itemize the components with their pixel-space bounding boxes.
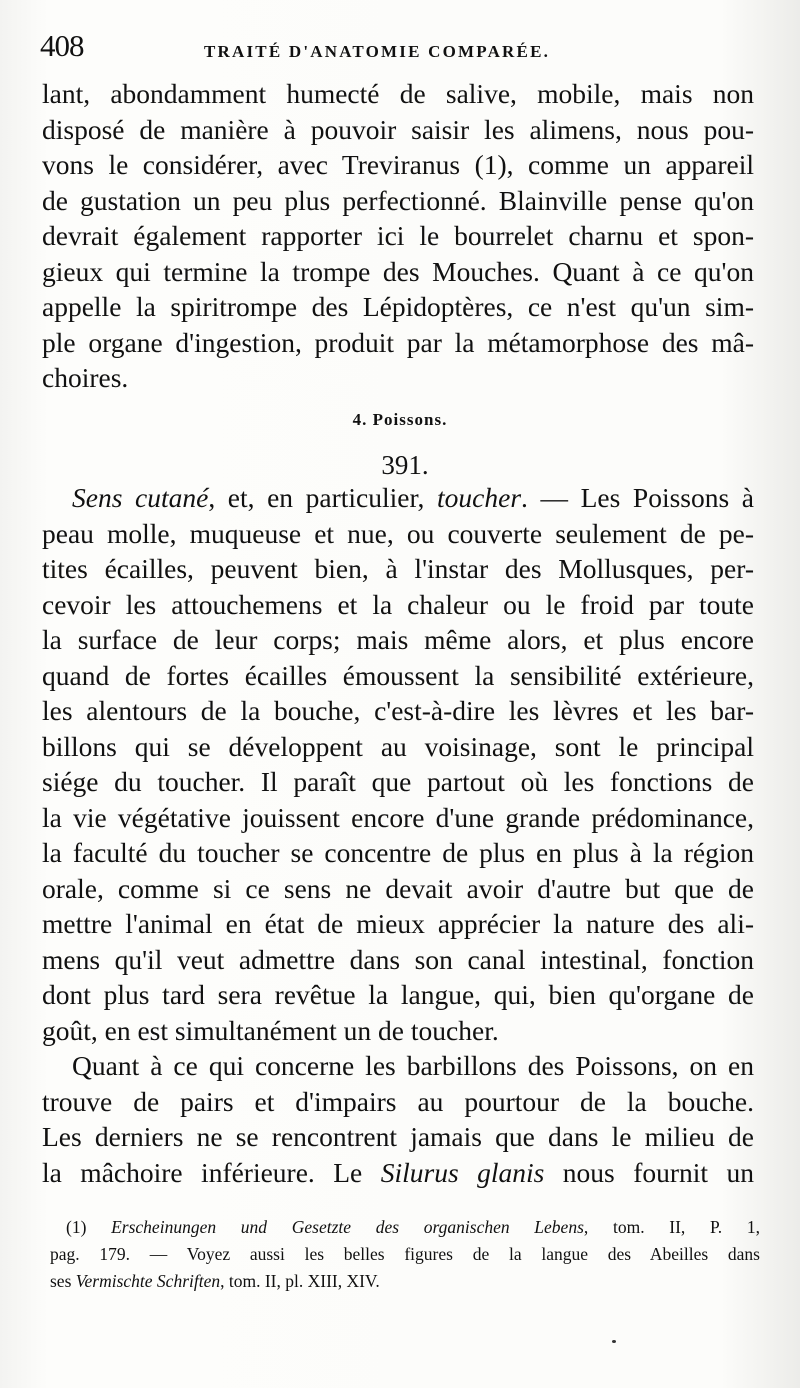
text-line: lant, abondamment humecté de salive, mobile, mais non [42,78,754,109]
text-line: la surface de leur corps; mais même alors, et plus encore [42,624,754,655]
text-line: la vie végétative jouissent encore d'une grande prédominance, [42,801,754,833]
footnote-marker: (1) [66,1217,112,1237]
italic-title: Erscheinungen und Gesetzte des organischen Lebens [111,1217,584,1237]
text-line: choires. [42,362,129,393]
text-line: dont plus tard sera revêtue la langue, qui, bien qu'organe de [42,979,754,1010]
text-segment: la mâchoire inférieure. Le [42,1156,381,1188]
text-line: peau molle, muqueuse et nue, ou couverte seulement de pe- [42,517,754,549]
italic-term: Silurus glanis [380,1156,545,1188]
section-heading-text: 4. Poissons. [352,410,448,429]
paragraph-1 [42,76,754,396]
text-line-first [42,480,754,516]
text-line: appelle la spiritrompe des Lépidoptères, ce n'est qu'un sim- [42,291,754,322]
ink-speck [612,1340,616,1343]
text-line: ple organe d'ingestion, produit par la métamorphose des mâ- [42,326,754,358]
text-line: de gustation un peu plus perfectionné. Blainville pense qu'on [42,184,754,216]
text-line: Quant à ce qui concerne les barbillons des Poissons, on en [72,1050,754,1081]
footnote-line [50,1214,760,1241]
text-line: devrait également rapporter ici le bourrelet charnu et spon- [42,220,754,251]
text-line: tites écailles, peuvent bien, à l'instar des Mollusques, per- [42,553,754,584]
text-line: disposé de manière à pouvoir saisir les alimens, nous pou- [42,113,754,145]
section-heading [0,410,800,430]
paragraph-number: 391. [381,450,429,480]
text-line: les alentours de la bouche, c'est-à-dire les lèvres et les bar- [42,695,754,726]
italic-term: Sens cutané [72,482,209,513]
text-line: orale, comme si ce sens ne devait avoir d'autre but que de [42,872,754,904]
paragraph-3 [42,1048,754,1190]
text-line: mettre l'animal en état de mieux apprécier la nature des ali- [42,908,754,939]
text-line: mens qu'il veut admettre dans son canal intestinal, fonction [42,943,754,975]
text-segment: , tom. II, pl. XIII, XIV. [220,1271,380,1291]
text-segment: . — Les Poissons à [521,482,754,513]
page-number: 408 [40,28,84,63]
footnote-line: pag. 179. — Voyez aussi les belles figures de la langue des Abeilles dans [50,1244,760,1264]
running-title: TRAITÉ D'ANATOMIE COMPARÉE. [204,42,551,61]
text-line: siége du toucher. Il paraît que partout où les fonctions de [42,766,754,797]
text-segment: nous fournit un [544,1156,754,1188]
text-line: quand de fortes écailles émoussent la sensibilité extérieure, [42,659,754,691]
italic-term: toucher [437,482,522,513]
text-line: billons qui se développent au voisinage, sont le principal [42,730,754,762]
text-line: cevoir les attouchemens et la chaleur ou le froid par toute [42,588,754,620]
text-line: vons le considérer, avec Treviranus (1), comme un appareil [42,149,754,180]
italic-title: Vermischte Schriften [75,1271,221,1291]
text-line: gieux qui termine la trompe des Mouches. Quant à ce qu'on [42,255,754,287]
footnote-line [50,1268,760,1295]
text-segment: , tom. II, P. 1, [583,1217,760,1237]
paragraph-2 [42,480,754,1048]
page-header [40,28,760,68]
text-line: la faculté du toucher se concentre de plus en plus à la région [42,837,754,868]
text-segment: , et, en particulier, [208,482,438,513]
text-line: trouve de pairs et d'impairs au pourtour de la bouche. [42,1085,754,1117]
text-segment: ses [50,1271,76,1291]
text-line: Les derniers ne se rencontrent jamais que dans le milieu de [42,1121,754,1152]
footnote [50,1214,760,1295]
text-line-last [42,1155,754,1191]
text-line: goût, en est simultanément un de toucher. [42,1014,499,1046]
